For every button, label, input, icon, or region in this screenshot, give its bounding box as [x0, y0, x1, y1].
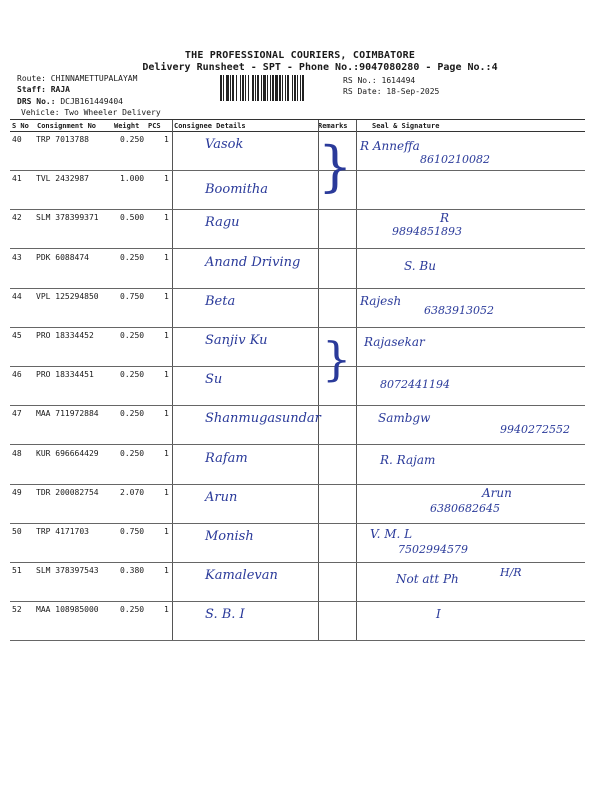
rs-date: RS Date: 18-Sep-2025: [343, 87, 440, 96]
serial-number: 50: [12, 527, 22, 536]
consignee-handwritten: Anand Driving: [205, 254, 301, 270]
signature-handwritten: I: [436, 607, 441, 622]
consignment-number: MAA 711972884: [36, 409, 99, 419]
weight-value: 2.070: [120, 487, 145, 497]
consignee-handwritten: Monish: [205, 529, 254, 544]
col-sno: S No: [12, 122, 29, 130]
drs-label: DRS No.:: [17, 97, 56, 106]
table-row: [10, 445, 585, 485]
serial-number: 52: [12, 605, 22, 615]
consignment-number: VPL 125294850: [36, 291, 99, 301]
serial-number: 49: [12, 487, 22, 497]
table-row: [10, 170, 585, 210]
table-row: [10, 327, 585, 367]
signature-handwritten: R. Rajam: [380, 452, 436, 467]
weight-value: 0.750: [120, 291, 145, 301]
consignment-number: PRO 18334451: [36, 370, 94, 380]
consignment-number: MAA 108985000: [36, 605, 99, 615]
consignment-number: KUR 696664429: [36, 448, 99, 458]
signature-handwritten: R: [440, 211, 450, 226]
col-weight: Weight: [114, 122, 140, 130]
consignee-handwritten: Beta: [205, 293, 236, 309]
col-consignment: Consignment No: [37, 122, 97, 130]
serial-number: 43: [12, 252, 22, 262]
table-row: [10, 484, 585, 524]
runsheet-subtitle: Delivery Runsheet - SPT - Phone No.:9047080280 - Page No.:4: [142, 62, 498, 73]
consignee-handwritten: Kamalevan: [205, 568, 278, 584]
pieces-count: 1: [164, 213, 169, 223]
signature-handwritten: Sambgw: [378, 411, 431, 426]
serial-number: 41: [12, 174, 22, 184]
consignee-handwritten: Shanmugasundar: [205, 411, 321, 427]
weight-value: 0.250: [120, 370, 145, 380]
remarks-brace-mark: }: [322, 332, 352, 386]
signature-handwritten: R Anneffa: [360, 139, 420, 153]
consignment-number: TRP 7013788: [36, 135, 89, 144]
barcode-bar: [304, 75, 307, 101]
drs-value: DCJB161449404: [60, 97, 123, 106]
phone-handwritten: 6383913052: [424, 303, 494, 317]
consignment-number: PDK 6088474: [36, 252, 89, 262]
consignee-handwritten: S. B. I: [205, 607, 245, 623]
weight-value: 1.000: [120, 174, 145, 184]
serial-number: 46: [12, 370, 22, 380]
signature-handwritten: Rajesh: [360, 293, 402, 308]
pieces-count: 1: [164, 331, 169, 340]
pieces-count: 1: [164, 252, 169, 262]
col-consignee: Consignee Details: [174, 122, 246, 130]
phone-handwritten: 8072441194: [380, 378, 450, 392]
pieces-count: 1: [164, 566, 169, 576]
weight-value: 0.250: [120, 409, 145, 419]
weight-value: 0.250: [120, 331, 145, 340]
pieces-count: 1: [164, 448, 169, 458]
consignment-number: SLM 378397543: [36, 566, 99, 576]
serial-number: 44: [12, 291, 22, 301]
table-row: [10, 601, 585, 641]
consignee-handwritten: Su: [205, 372, 223, 388]
col-pcs: PCS: [148, 122, 161, 130]
company-title: THE PROFESSIONAL COURIERS, COIMBATORE: [184, 50, 416, 61]
weight-value: 0.750: [120, 527, 145, 536]
serial-number: 48: [12, 448, 22, 458]
pieces-count: 1: [164, 174, 169, 184]
phone-handwritten: 7502994579: [398, 543, 468, 556]
table-row: [10, 249, 585, 289]
consignee-handwritten: Vasok: [205, 137, 244, 152]
pieces-count: 1: [164, 605, 169, 615]
weight-value: 0.250: [120, 135, 145, 144]
table-row: [10, 405, 585, 445]
remarks-brace-mark: }: [318, 135, 353, 198]
phone-handwritten: H/R: [500, 566, 522, 580]
table-row: [10, 366, 585, 406]
table-row: [10, 288, 585, 328]
phone-handwritten: 9894851893: [392, 225, 462, 239]
consignee-handwritten: Boomitha: [205, 182, 269, 198]
vehicle-text: Vehicle: Two Wheeler Delivery: [21, 108, 161, 117]
col-seal-signature: Seal & Signature: [372, 122, 440, 130]
table-row: [10, 209, 585, 249]
rs-number: RS No.: 1614494: [343, 76, 416, 85]
consignee-handwritten: Rafam: [205, 450, 248, 466]
col-remarks: Remarks: [318, 122, 348, 130]
signature-handwritten: V. M. L: [370, 527, 413, 541]
consignment-number: TDR 200082754: [36, 487, 99, 497]
phone-handwritten: 8610210082: [420, 153, 490, 166]
consignment-number: PRO 18334452: [36, 331, 94, 340]
consignee-handwritten: Arun: [205, 489, 238, 505]
weight-value: 0.250: [120, 448, 145, 458]
pieces-count: 1: [164, 409, 169, 419]
consignment-number: SLM 378399371: [36, 213, 99, 223]
staff-text: Staff: RAJA: [17, 85, 70, 94]
serial-number: 51: [12, 566, 22, 576]
weight-value: 0.500: [120, 213, 145, 223]
serial-number: 47: [12, 409, 22, 419]
pieces-count: 1: [164, 291, 169, 301]
consignment-number: TRP 4171703: [36, 527, 89, 536]
table-row: [10, 523, 585, 563]
weight-value: 0.250: [120, 605, 145, 615]
barcode-image: [220, 75, 338, 101]
serial-number: 45: [12, 331, 22, 340]
table-row: [10, 131, 585, 171]
signature-handwritten: Arun: [482, 485, 512, 500]
pieces-count: 1: [164, 487, 169, 497]
weight-value: 0.380: [120, 566, 145, 576]
consignment-number: TVL 2432987: [36, 174, 89, 184]
consignee-handwritten: Sanjiv Ku: [205, 333, 268, 348]
table-row: [10, 562, 585, 602]
phone-handwritten: 6380682645: [430, 501, 500, 515]
table-top-rule: [10, 119, 585, 120]
pieces-count: 1: [164, 370, 169, 380]
route-text: Route: CHINNAMETTUPALAYAM: [17, 74, 138, 83]
weight-value: 0.250: [120, 252, 145, 262]
signature-handwritten: Rajasekar: [364, 335, 425, 349]
signature-handwritten: Not att Ph: [396, 572, 459, 587]
phone-handwritten: 9940272552: [500, 423, 570, 437]
serial-number: 40: [12, 135, 22, 144]
pieces-count: 1: [164, 527, 169, 536]
drs-number: [17, 97, 123, 106]
consignee-handwritten: Ragu: [205, 215, 240, 231]
serial-number: 42: [12, 213, 22, 223]
pieces-count: 1: [164, 135, 169, 144]
signature-handwritten: S. Bu: [404, 258, 436, 273]
